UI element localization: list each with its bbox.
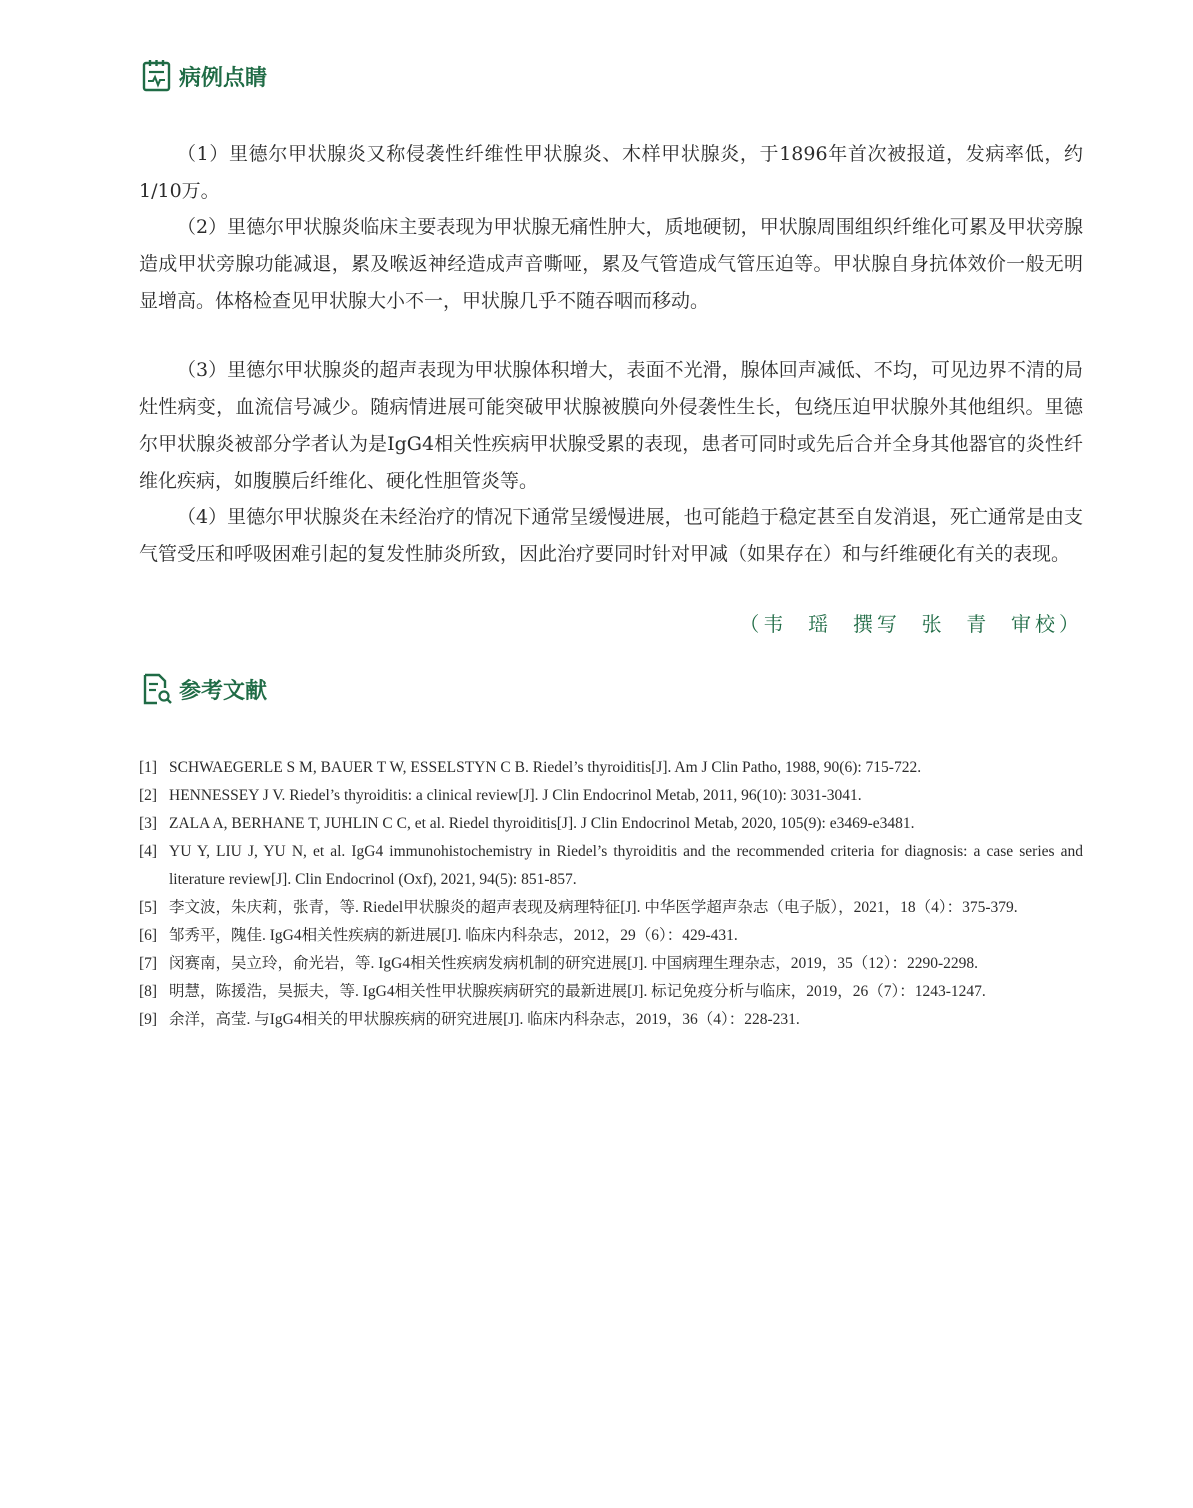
reference-text: 余洋，高莹. 与IgG4相关的甲状腺疾病的研究进展[J]. 临床内科杂志，2019，36（4）：228-231. [169, 1011, 800, 1028]
reference-number: [6] [139, 927, 158, 944]
reference-item [139, 978, 1083, 1006]
reference-item [139, 810, 1083, 838]
reference-number: [7] [139, 955, 158, 972]
reference-list [139, 754, 1083, 1034]
paragraph-2: （2）里德尔甲状腺炎临床主要表现为甲状腺无痛性肿大，质地硬韧，甲状腺周围组织纤维化可累及甲状旁腺造成甲状旁腺功能减退，累及喉返神经造成声音嘶哑，累及气管造成气管压迫等。甲状腺自身抗体效价一般无明显增高。体格检查见甲状腺大小不一，甲状腺几乎不随吞咽而移动。 [139, 216, 1083, 312]
paragraph-3: （3）里德尔甲状腺炎的超声表现为甲状腺体积增大，表面不光滑，腺体回声减低、不均，可见边界不清的局灶性病变，血流信号减少。随病情进展可能突破甲状腺被膜向外侵袭性生长，包绕压迫甲状腺外其他组织。里德尔甲状腺炎被部分学者认为是IgG4相关性疾病甲状腺受累的表现，患者可同时或先后合并全身其他器官的炎性纤维化疾病，如腹膜后纤维化、硬化性胆管炎等。 [139, 359, 1083, 492]
reference-text: YU Y, LIU J, YU N, et al. IgG4 immunohistochemistry in Riedel’s thyroiditis and the recommended criteria for diagnosis: a case series and literature review[J]. Clin Endocrinol (Oxf), 2021, 94(5): 851-857. [169, 843, 1083, 888]
highlights-title: 病例点睛 [179, 65, 268, 91]
reference-number: [5] [139, 899, 158, 916]
reference-number: [3] [139, 815, 158, 832]
reference-item [139, 1006, 1083, 1034]
reference-number: [2] [139, 787, 158, 804]
reference-number: [4] [139, 843, 158, 860]
reference-text: 邹秀平，隗佳. IgG4相关性疾病的新进展[J]. 临床内科杂志，2012，29（6）：429-431. [169, 927, 738, 944]
reference-text: SCHWAEGERLE S M, BAUER T W, ESSELSTYN C B. Riedel’s thyroiditis[J]. Am J Clin Patho, 1988, 90(6): 715-722. [169, 759, 922, 776]
paragraph-4: （4）里德尔甲状腺炎在未经治疗的情况下通常呈缓慢进展，也可能趋于稳定甚至自发消退，死亡通常是由支气管受压和呼吸困难引起的复发性肺炎所致，因此治疗要同时针对甲减（如果存在）和与纤维硬化有关的表现。 [139, 506, 1083, 565]
reference-number: [1] [139, 759, 158, 776]
references-header [141, 672, 267, 706]
reference-item [139, 950, 1083, 978]
reference-number: [9] [139, 1011, 158, 1028]
highlights-header [141, 59, 267, 93]
reference-item [139, 782, 1083, 810]
reference-text: 李文波，朱庆莉，张青，等. Riedel甲状腺炎的超声表现及病理特征[J]. 中华医学超声杂志（电子版），2021，18（4）：375-379. [169, 899, 1018, 916]
reference-text: 明慧，陈援浩，吴振夫，等. IgG4相关性甲状腺疾病研究的最新进展[J]. 标记免疫分析与临床，2019，26（7）：1243-1247. [169, 983, 986, 1000]
reference-item [139, 894, 1083, 922]
author-signature: （韦 瑶 撰写 张 青 审校） [739, 612, 1083, 636]
references-title: 参考文献 [179, 678, 268, 704]
reference-number: [8] [139, 983, 158, 1000]
reference-text: HENNESSEY J V. Riedel’s thyroiditis: a clinical review[J]. J Clin Endocrinol Metab, 2011, 96(10): 3031-3041. [169, 787, 862, 804]
clipboard-pulse-icon [141, 59, 173, 93]
reference-text: 闵赛南，吴立玲，俞光岩，等. IgG4相关性疾病发病机制的研究进展[J]. 中国病理生理杂志，2019，35（12）：2290-2298. [169, 955, 979, 972]
reference-item [139, 922, 1083, 950]
reference-item [139, 838, 1083, 894]
document-search-icon [141, 672, 173, 706]
reference-item [139, 754, 1083, 782]
paragraph-1: （1）里德尔甲状腺炎又称侵袭性纤维性甲状腺炎、木样甲状腺炎，于1896年首次被报道，发病率低，约1/10万。 [139, 143, 1083, 202]
reference-text: ZALA A, BERHANE T, JUHLIN C C, et al. Riedel thyroiditis[J]. J Clin Endocrinol Metab, 2020, 105(9): e3469-e3481. [169, 815, 915, 832]
